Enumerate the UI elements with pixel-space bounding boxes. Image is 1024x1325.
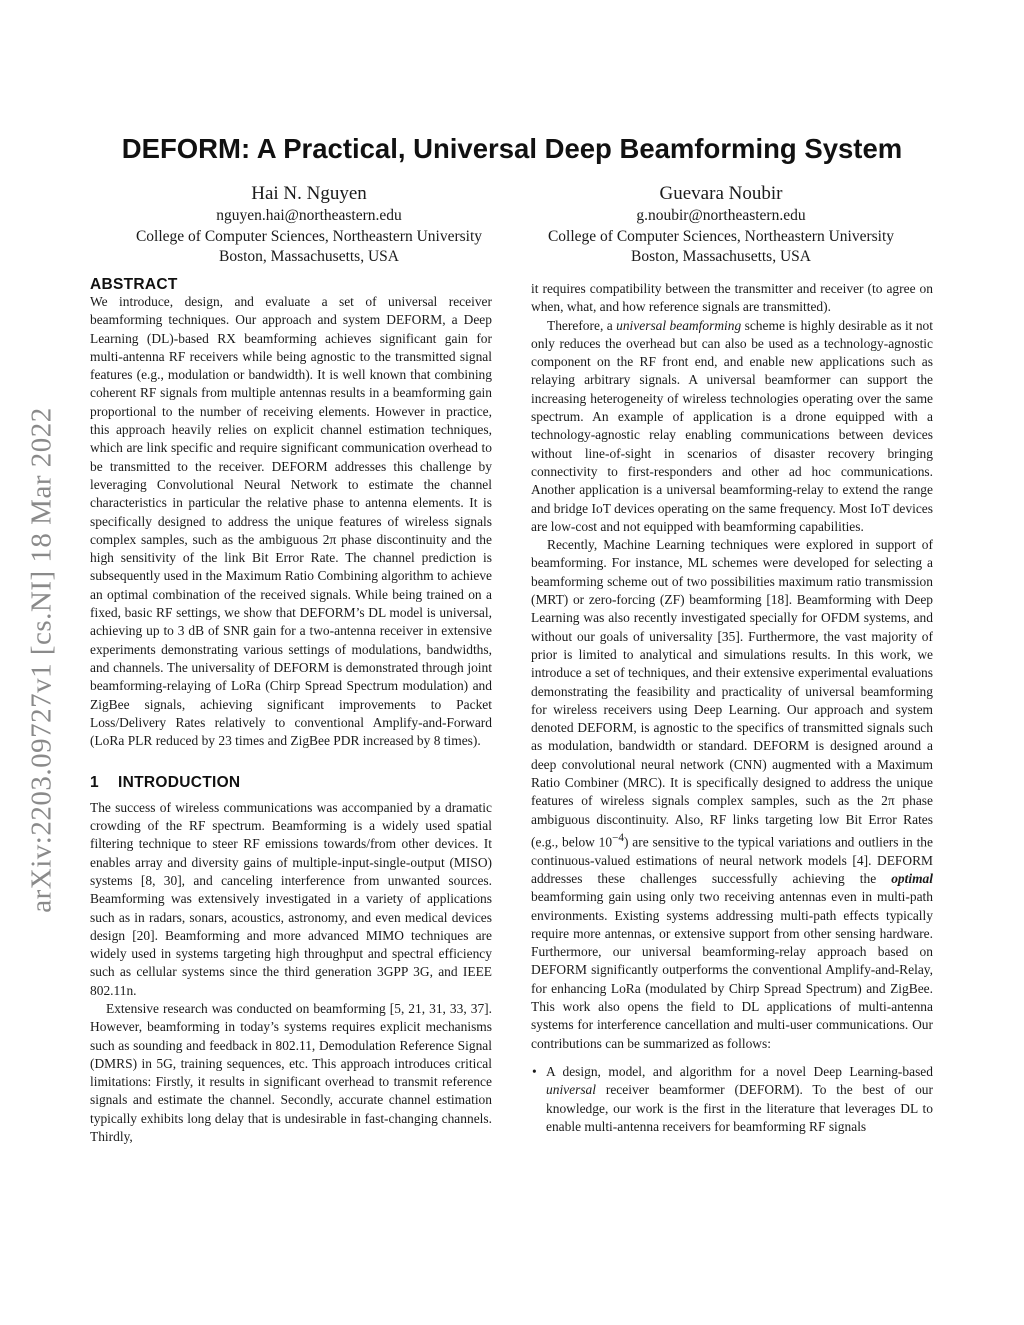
author-affiliation: College of Computer Sciences, Northeastern University — [135, 227, 483, 245]
contribution-item — [531, 1063, 933, 1136]
intro-paragraph-3: it requires compatibility between the transmitter and receiver (to agree on when, what, and how reference signals are transmitted). — [531, 281, 933, 315]
text-run: A design, model, and algorithm for a novel Deep Learning-based — [546, 1063, 933, 1079]
right-column — [531, 280, 933, 1136]
superscript-exponent: −4 — [612, 831, 625, 844]
author-location: Boston, Massachusetts, USA — [219, 248, 399, 265]
text-run: Recently, Machine Learning techniques were explored in support of beamforming. For instance, ML schemes were developed for selecting a beamforming scheme out of two possibilities maximum ratio transmission (MRT) or zero-forcing (ZF) beamforming [18]. Beamforming with Deep Learning was also recently investigated specially for OFDM systems, and without our goals of universality [35]. Furthermore, the vast majority of prior is limited to analytical and simulations results. In this work, we introduce a set of techniques, and their extensive experimental evaluations demonstrating the feasibility and practicality of universal beamforming for wireless receivers using Deep Learning. Our approach and system denoted DEFORM, is agnostic to the specifics of transmitted signals such as modulation, bandwidth or standard. DEFORM is designed around a deep convolutional neural network (CNN) augmented with a Maximum Ratio Combiner (MRC). It is specifically designed to address the unique features of wireless signals complex samples, such as the 2π phase ambiguous discontinuity. Also, RF links targeting low Bit Error Rates (e.g., below 10 — [531, 537, 933, 850]
text-run: scheme is highly desirable as it not only reduces the overhead but can also be used as a technology-agnostic component on the RF front end, and enable new applications such as relaying arbitrary signals. A universal beamformer can support the increasing heterogeneity of wireless technologies operating over the same spectrum. An example of application is a drone equipped with a technology-agnostic relay enabling communications between devices without line-of-sight in scenarios of disaster recovery bringing connectivity to first-responders and other ad hoc communications. Another application is a universal beamforming-relay to extend the range and bridge IoT devices operating on the same frequency. Most IoT devices are low-cost and not equipped with beamforming capabilities. — [531, 317, 933, 534]
text-run: ) are sensitive to the typical variations and outliers in the continuous-valued estimations of neural network models [4]. DEFORM addresses these challenges successfully achieving the — [531, 834, 933, 886]
author-email: nguyen.hai@northeastern.edu — [216, 207, 402, 224]
author-name: Guevara Noubir — [659, 183, 783, 204]
abstract-text: We introduce, design, and evaluate a set of universal receiver beamforming techniques. Our approach and system DEFORM, a Deep Learning (DL)-based RX beamforming achieves significant gain for multi-antenna RF receivers while being agnostic to the transmitted signal features (e.g., modulation or bandwidth). It is well known that combining coherent RF signals from multiple antennas results in a beamforming gain proportional to the number of receiving elements. However in practice, this approach heavily relies on explicit channel estimation techniques, which are link specific and require significant communication overhead to be transmitted to the receiver. DEFORM addresses this challenge by leveraging Convolutional Neural Network to estimate the channel characteristics in particular the relative phase to antenna elements. It is specifically designed to address the unique features of wireless signals complex samples, such as the ambiguous 2π phase discontinuity and the high sensitivity of the link Bit Error Rate. The channel prediction is subsequently used in the Maximum Ratio Combining algorithm to achieve an optimal combination of the received signals. While being trained on a fixed, basic RF settings, we show that DEFORM’s DL model is universal, achieving up to 3 dB of SNR gain for a two-antenna receiver in extensive experiments demonstrating various settings of modulations, bandwidths, and channels. The universality of DEFORM is demonstrated through joint beamforming-relaying of LoRa (Chirp Spread Spectrum modulation) and ZigBee signals, achieving significant improvements to Packet Loss/Delivery Rates relatively to conventional Amplify-and-Forward (LoRa PLR reduced by 23 times and ZigBee PDR increased by 8 times). — [90, 294, 492, 749]
emphasis-universal-beamforming: universal beamforming — [616, 317, 742, 333]
section-number: 1 — [90, 774, 99, 792]
intro-paragraph-1: The success of wireless communications was accompanied by a dramatic crowding of the RF spectrum. Beamforming is a widely used spatial filtering technique to steer RF emissions towards/from other devices. It enables array and diversity gains of multiple-input-single-output (MISO) systems [8, 30], and canceling interference from unwanted sources. Beamforming was extensively investigated in a variety of applications such as in radars, sonars, acoustics, astronomy, and even medical devices design [20]. Beamforming and more advanced MIMO techniques are widely used in systems targeting high throughput and spectral efficiency such as cellular systems since the third generation 3GPP 3G, and IEEE 802.11n. — [90, 799, 492, 998]
author-location: Boston, Massachusetts, USA — [631, 248, 811, 265]
section-title: INTRODUCTION — [118, 774, 241, 792]
intro-paragraph-4 — [531, 317, 933, 537]
emphasis-optimal: optimal — [891, 870, 933, 886]
author-block-1 — [104, 181, 514, 268]
intro-paragraph-2: Extensive research was conducted on beamforming [5, 21, 31, 33, 37]. However, beamforming in today’s systems requires explicit mechanisms such as sounding and feedback in 802.11, Demodulation Reference Signal (DMRS) in 5G, training sequences, etc. This approach introduces critical limitations: Firstly, it results in significant overhead to transmit reference signals and estimate the channel. Secondly, accurate channel estimation typically exhibits long delay that is undesirable in fast-changing channels. Thirdly, — [90, 1000, 492, 1145]
paper-title: DEFORM: A Practical, Universal Deep Beamforming System — [121, 133, 903, 164]
left-column — [90, 293, 492, 1146]
text-run: receiver beamformer (DEFORM). To the best of our knowledge, our work is the first in the literature that leverages DL to enable multi-antenna receivers for beamforming RF signals — [546, 1082, 933, 1134]
intro-paragraph-5 — [531, 536, 933, 1053]
text-run: Therefore, a — [547, 317, 617, 333]
author-name: Hai N. Nguyen — [251, 183, 367, 204]
text-run: beamforming gain using only two receiving antennas even in multi-path environments. Existing systems addressing multi-path effects typically require more antennas, or extensive support from other sensing hardware. Furthermore, our universal beamforming-relay approach based on DEFORM significantly outperforms the conventional Amplify-and-Relay, for enhancing LoRa (modulated by Chirp Spread Spectrum) and ZigBee. This work also opens the field to DL applications of multi-antenna systems for interference cancellation and multi-user communications. Our contributions can be summarized as follows: — [531, 889, 933, 1051]
intro-heading — [90, 774, 492, 792]
abstract-heading: ABSTRACT — [90, 276, 178, 293]
author-block-2 — [516, 181, 926, 268]
emphasis-universal: universal — [546, 1082, 597, 1098]
arxiv-identifier: arXiv:2203.09727v1 [cs.NI] 18 Mar 2022 — [25, 407, 58, 913]
arxiv-sidebar — [22, 360, 62, 960]
contributions-list — [531, 1063, 933, 1136]
author-affiliation: College of Computer Sciences, Northeastern University — [547, 227, 895, 245]
author-email: g.noubir@northeastern.edu — [636, 207, 806, 224]
